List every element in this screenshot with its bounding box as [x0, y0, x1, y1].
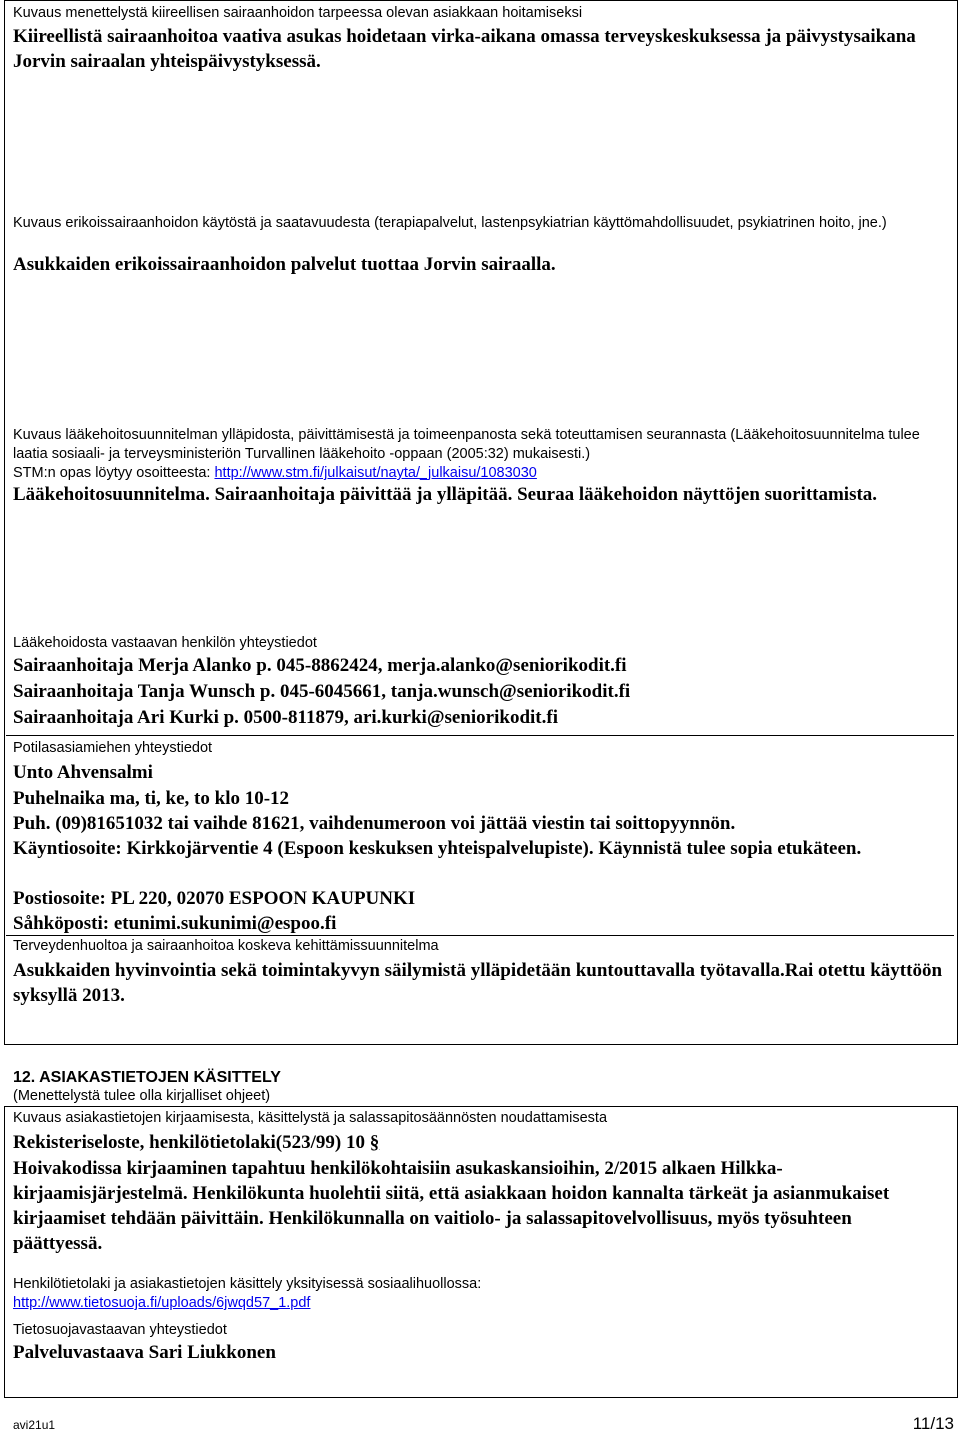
- s6-label: Terveydenhuoltoa ja sairaanhoitoa koskeva kehittämissuunnitelma: [13, 938, 439, 954]
- s3-stm-prefix: STM:n opas löytyy osoitteesta:: [13, 465, 215, 481]
- s7-title-prefix: Rekisteriseloste, henkilötietolaki(523/99) 10: [13, 1132, 370, 1153]
- divider: [6, 935, 954, 936]
- s9-text: Palveluvastaava Sari Liukkonen: [13, 1342, 276, 1363]
- s8-label: Henkilötietolaki ja asiakastietojen käsittely yksityisessä sosiaalihuollossa:: [13, 1276, 482, 1292]
- s4-line-1: Sairaanhoitaja Merja Alanko p. 045-8862424, merja.alanko@seniorikodit.fi: [13, 655, 627, 676]
- s5-label: Potilasasiamiehen yhteystiedot: [13, 740, 213, 756]
- tietosuoja-link[interactable]: http://www.tietosuoja.fi/uploads/6jwqd57_1.pdf: [13, 1295, 311, 1311]
- s5-line-6: Såhköposti: etunimi.sukunimi@espoo.fi: [13, 913, 337, 934]
- s3-stm-line: [13, 464, 948, 483]
- s6-text: Asukkaiden hyvinvointia sekä toimintakyvyn säilymistä ylläpidetään kuntouttavalla työtavalla.Rai otettu käyttöön syksyllä 2013.: [13, 960, 943, 1006]
- s9-label: Tietosuojavastaavan yhteystiedot: [13, 1322, 227, 1338]
- s4-line-2: Sairaanhoitaja Tanja Wunsch p. 045-6045661, tanja.wunsch@seniorikodit.fi: [13, 681, 631, 702]
- s3-text: Lääkehoitosuunnitelma. Sairaanhoitaja päivittää ja ylläpitää. Seuraa lääkehoidon näyttöjen suorittamista.: [13, 484, 878, 505]
- stm-guide-link[interactable]: http://www.stm.fi/julkaisut/nayta/_julkaisu/1083030: [214, 465, 537, 481]
- s5-line-1: Unto Ahvensalmi: [13, 762, 153, 783]
- footer-page-number: 11/13: [912, 1414, 954, 1433]
- s5-line-4: Käyntiosoite: Kirkkojärventie 4 (Espoon keskuksen yhteispalvelupiste). Käynnistä tulee sopia etukäteen.: [13, 838, 862, 859]
- section-12-heading: 12. ASIAKASTIETOJEN KÄSITTELY: [13, 1069, 281, 1086]
- s4-line-3: Sairaanhoitaja Ari Kurki p. 0500-811879, ari.kurki@seniorikodit.fi: [13, 707, 558, 728]
- s5-line-2: Puhelnaika ma, ti, ke, to klo 10-12: [13, 788, 290, 809]
- s1-text: Kiireellistä sairaanhoitoa vaativa asukas hoidetaan virka-aikana omassa terveyskeskuksessa ja päivystysaikana Jorvin sairaalan yhteispäivystyksessä.: [13, 26, 916, 72]
- section-symbol: §: [369, 1132, 380, 1153]
- s2-label: Kuvaus erikoissairaanhoidon käytöstä ja saatavuudesta (terapiapalvelut, lastenpsykiatrian käyttömahdollisuudet, psykiatrinen hoito, jne.): [13, 215, 887, 231]
- s3-label: Kuvaus lääkehoitosuunnitelman ylläpidosta, päivittämisestä ja toimeenpanosta sekä toteuttamisen seurannasta (Lääkehoitosuunnitelma tulee laatia sosiaali- ja terveysministeriön Turvallinen lääkehoito -oppaan (2005:32) mukaisesti.): [13, 427, 920, 462]
- section-12-subheading: (Menettelystä tulee olla kirjalliset ohjeet): [13, 1088, 271, 1104]
- s5-line-3: Puh. (09)81651032 tai vaihde 81621, vaihdenumeroon voi jättää viestin tai soittopyynnön.: [13, 813, 736, 834]
- s7-label: Kuvaus asiakastietojen kirjaamisesta, käsittelystä ja salassapitosäännösten noudattamisesta: [13, 1110, 608, 1126]
- footer-doc-code: avi21u1: [13, 1418, 56, 1432]
- s8-link-line: [13, 1294, 948, 1313]
- s1-label: Kuvaus menettelystä kiireellisen sairaanhoidon tarpeessa olevan asiakkaan hoitamiseksi: [13, 5, 583, 21]
- s5-line-5: Postiosoite: PL 220, 02070 ESPOON KAUPUNKI: [13, 888, 416, 909]
- s4-label: Lääkehoidosta vastaavan henkilön yhteystiedot: [13, 635, 317, 651]
- s7-title: [13, 1130, 948, 1155]
- s7-text: Hoivakodissa kirjaaminen tapahtuu henkilökohtaisiin asukaskansioihin, 2/2015 alkaen Hilkka-kirjaamisjärjestelmä. Henkilökunta huolehtii siitä, että asiakkaan hoidon kannalta tärkeät ja asianmukaiset kirjaamiset tehdään päivittäin. Henkilökunnalla on vaitiolo- ja salassapitovelvollisuus, myös työsuhteen päättyessä.: [13, 1158, 890, 1254]
- divider: [6, 735, 954, 736]
- s2-text: Asukkaiden erikoissairaanhoidon palvelut tuottaa Jorvin sairaalla.: [13, 254, 556, 275]
